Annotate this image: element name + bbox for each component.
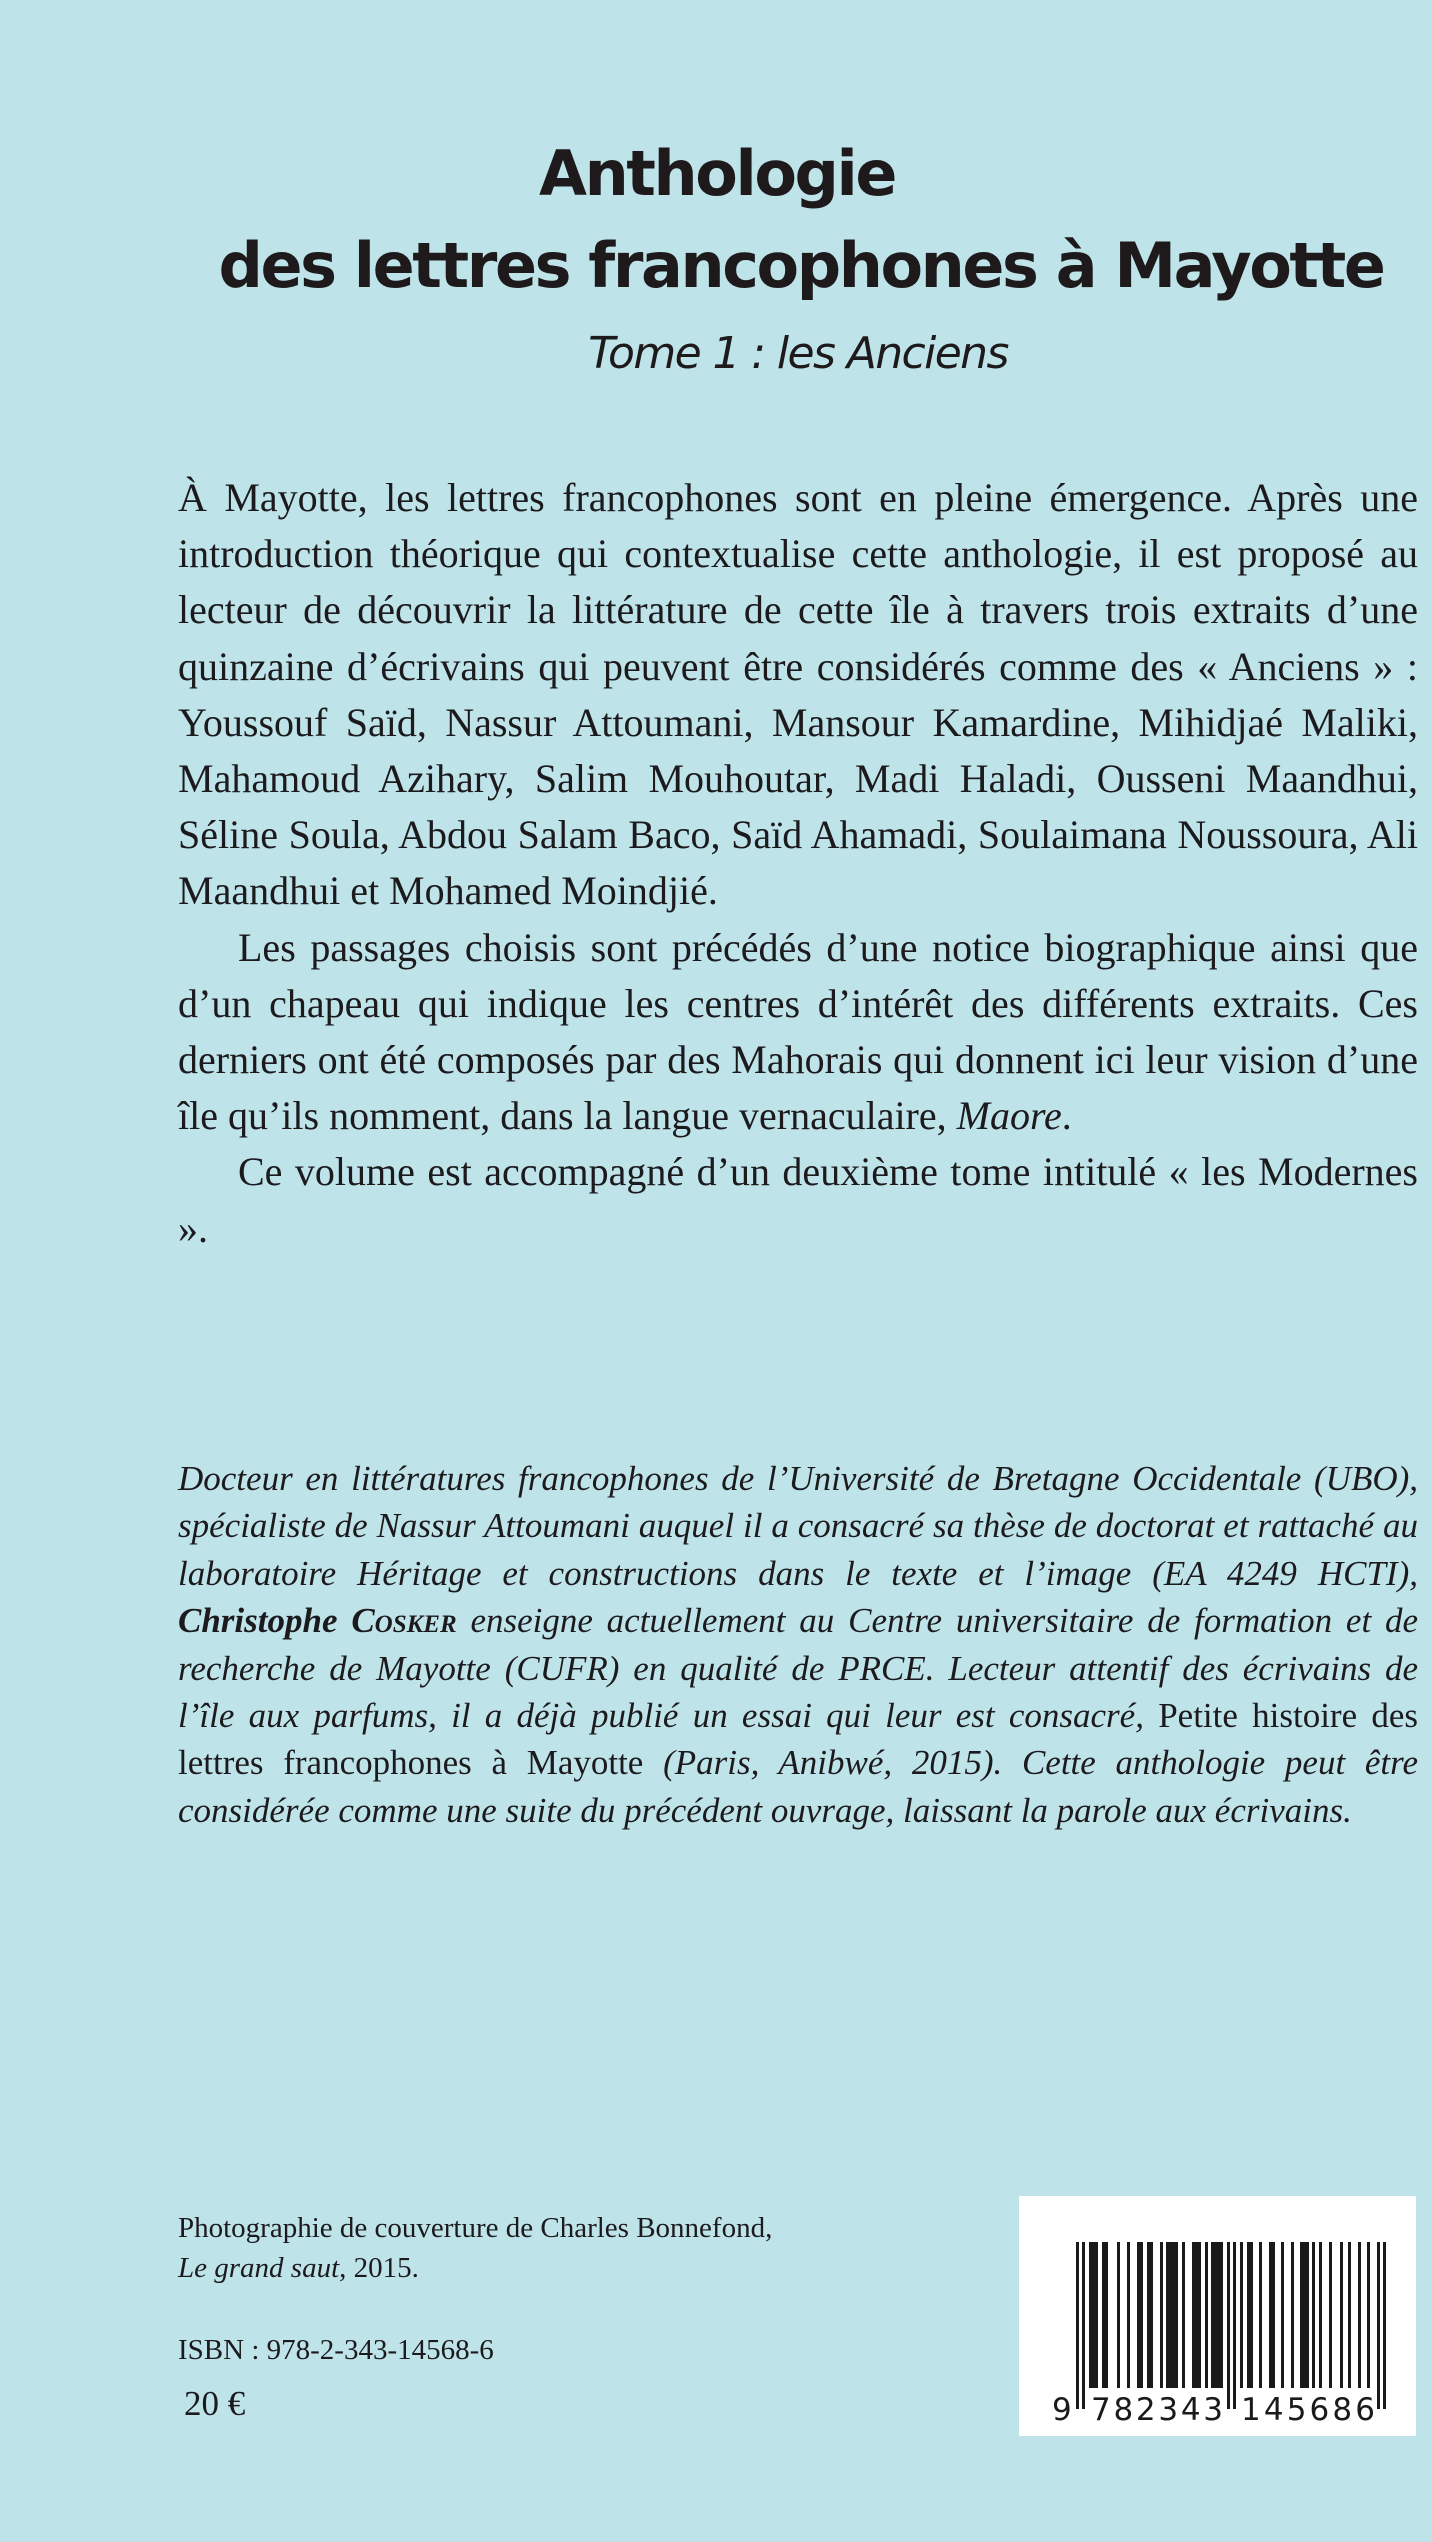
bio-part-1: Docteur en littératures francophones de l’Université de Bretagne Occidentale (UBO), spécialiste de Nassur Attoumani auquel il a consacré sa thèse de doctorat et rattaché au laboratoire Héritage et constructions dans le texte et l’image (EA 4249 HCTI), <box>178 1459 1418 1593</box>
photo-credit-line-2 <box>178 2248 878 2288</box>
maore-term: Maore <box>956 1093 1062 1139</box>
book-title-line-2: des lettres francophones à Mayotte <box>218 229 1384 302</box>
barcode <box>1019 2196 1416 2436</box>
summary-paragraph-2-text: Les passages choisis sont précédés d’une notice biographique ainsi que d’un chapeau qui indique les centres d’intérêt des différents extraits. Ces derniers ont été composés par des Mahorais qui donnent ici leur vision d’une île qu’ils nomment, dans la langue vernaculaire, <box>178 924 1418 1139</box>
barcode-icon <box>1019 2196 1416 2436</box>
photo-credit-line-1: Photographie de couverture de Charles Bonnefond, <box>178 2212 773 2244</box>
isbn-label: ISBN : 978-2-343-14568-6 <box>178 2334 494 2366</box>
photo-credit-year: , 2015. <box>339 2252 419 2284</box>
author-bio <box>178 1455 1418 1834</box>
photo-work-title: Le grand saut <box>178 2252 340 2284</box>
bio-part-2: enseigne actuellement au Centre universitaire de formation et de recherche de Mayotte (CUFR) en qualité de PRCE. Lecteur attentif des écrivains de l’île aux parfums, il a déjà publié un essai qui leur est consacré, <box>178 1601 1419 1736</box>
summary-paragraph-1: À Mayotte, les lettres francophones sont en pleine émergence. Après une introduction théorique qui contextualise cette anthologie, il est proposé au lecteur de découvrir la littérature de cette île à travers trois extraits d’une quinzaine d’écrivains qui peuvent être considérés comme des « Anciens » : Youssouf Saïd, Nassur Attoumani, Mansour Kamardine, Mihidjaé Maliki, Mahamoud Azihary, Salim Mouhoutar, Madi Haladi, Ousseni Maandhui, Séline Soula, Abdou Salam Baco, Saïd Ahamadi, Soulaimana Noussoura, Ali Maandhui et Mohamed Moindjié. <box>178 475 1418 914</box>
summary-paragraph-3: Ce volume est accompagné d’un deuxième tome intitulé « les Modernes ». <box>178 1149 1418 1251</box>
bio-part-3: (Paris, Anibwé, 2015). Cette anthologie peut être considérée comme une suite du précédent ouvrage, laissant la parole aux écrivains. <box>178 1743 1419 1830</box>
price-label: 20 € <box>184 2384 246 2423</box>
book-subtitle: Tome 1 : les Anciens <box>588 328 1008 379</box>
barcode-right-digits: 145686 <box>1241 2392 1375 2428</box>
title-block <box>0 128 1432 312</box>
author-name <box>178 1601 457 1640</box>
summary-paragraph-2-end: . <box>1061 1093 1072 1139</box>
photo-credit <box>178 2208 878 2288</box>
barcode-first-digit: 9 <box>1052 2392 1072 2428</box>
summary-paragraph-2 <box>178 920 1418 1145</box>
summary-text <box>178 470 1418 1257</box>
author-first-name: Christophe <box>178 1601 338 1641</box>
previous-book-title: Petite histoire des lettres francophones à Mayotte <box>178 1696 1418 1783</box>
barcode-left-digits: 782343 <box>1091 2392 1223 2428</box>
book-title-line-1: Anthologie <box>538 137 896 210</box>
author-last-name: Cosker <box>351 1601 457 1641</box>
author-bio-paragraph <box>178 1455 1418 1834</box>
